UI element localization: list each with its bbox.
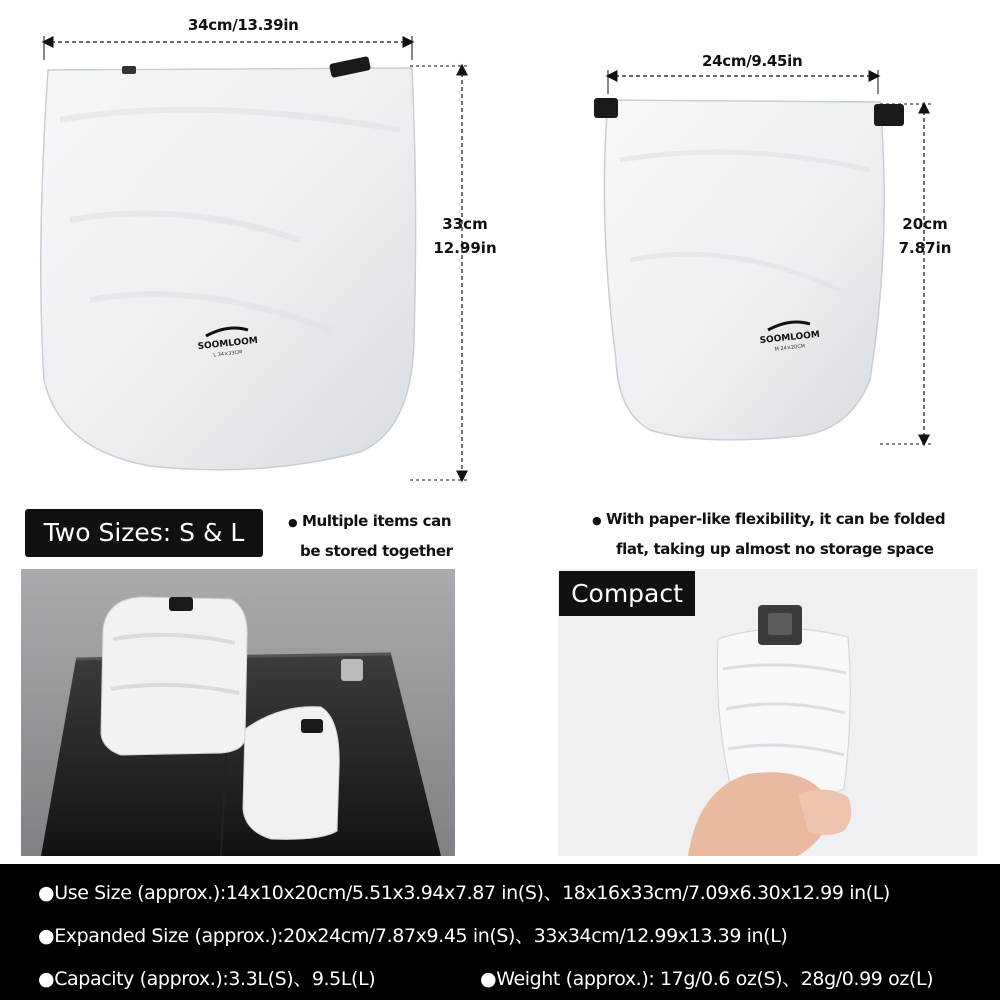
small-bag-brand: SOOMLOOM [759,329,821,347]
specs-panel [0,864,1000,1000]
flexibility-line-1: ● With paper-like flexibility, it can be folded [592,510,946,528]
flexibility-line-2: flat, taking up almost no storage space [616,540,934,558]
large-height-cm: 33cm [442,215,488,233]
multiple-items-line-1: ● Multiple items can [288,512,452,530]
two-sizes-badge: Two Sizes: S & L [25,509,263,557]
small-bag-left-buckle-icon [594,98,618,118]
flexibility-note [592,505,972,564]
small-bag-right-buckle-icon [874,104,904,126]
large-bag-size-tag: L 34×33CM [213,349,243,359]
large-height-in: 12.99in [433,239,497,257]
spec-capacity: ●Capacity (approx.):3.3L(S)、9.5L(L) [38,968,376,990]
bullet-icon: ● [480,968,497,990]
small-height-cm: 20cm [902,215,948,233]
small-height-label [885,212,965,260]
large-bag-body [41,68,416,470]
spec-weight: ●Weight (approx.): 17g/0.6 oz(S)、28g/0.99 oz(L) [480,968,934,990]
bullet-icon: ● [38,882,55,904]
photo-bags-on-table [21,569,455,856]
large-height-label [425,212,505,260]
small-width-label: 24cm/9.45in [702,52,803,70]
small-bag-size-tag: M 24×20CM [774,343,806,353]
photo-bags-on-table-image [21,569,455,856]
compact-badge: Compact [559,571,695,616]
large-bag-brand: SOOMLOOM [197,335,259,353]
multiple-items-note [288,507,488,566]
large-width-label: 34cm/13.39in [188,16,299,34]
small-height-in: 7.87in [898,239,952,257]
spec-expanded-size: ●Expanded Size (approx.):20x24cm/7.87x9.45 in(S)、33x34cm/12.99x13.39 in(L) [38,925,788,947]
bullet-icon: ● [38,968,55,990]
spec-use-size: ●Use Size (approx.):14x10x20cm/5.51x3.94x7.87 in(S)、18x16x33cm/7.09x6.30x12.99 in(L) [38,882,890,904]
bullet-icon: ● [38,925,55,947]
multiple-items-line-2: be stored together [300,542,453,560]
